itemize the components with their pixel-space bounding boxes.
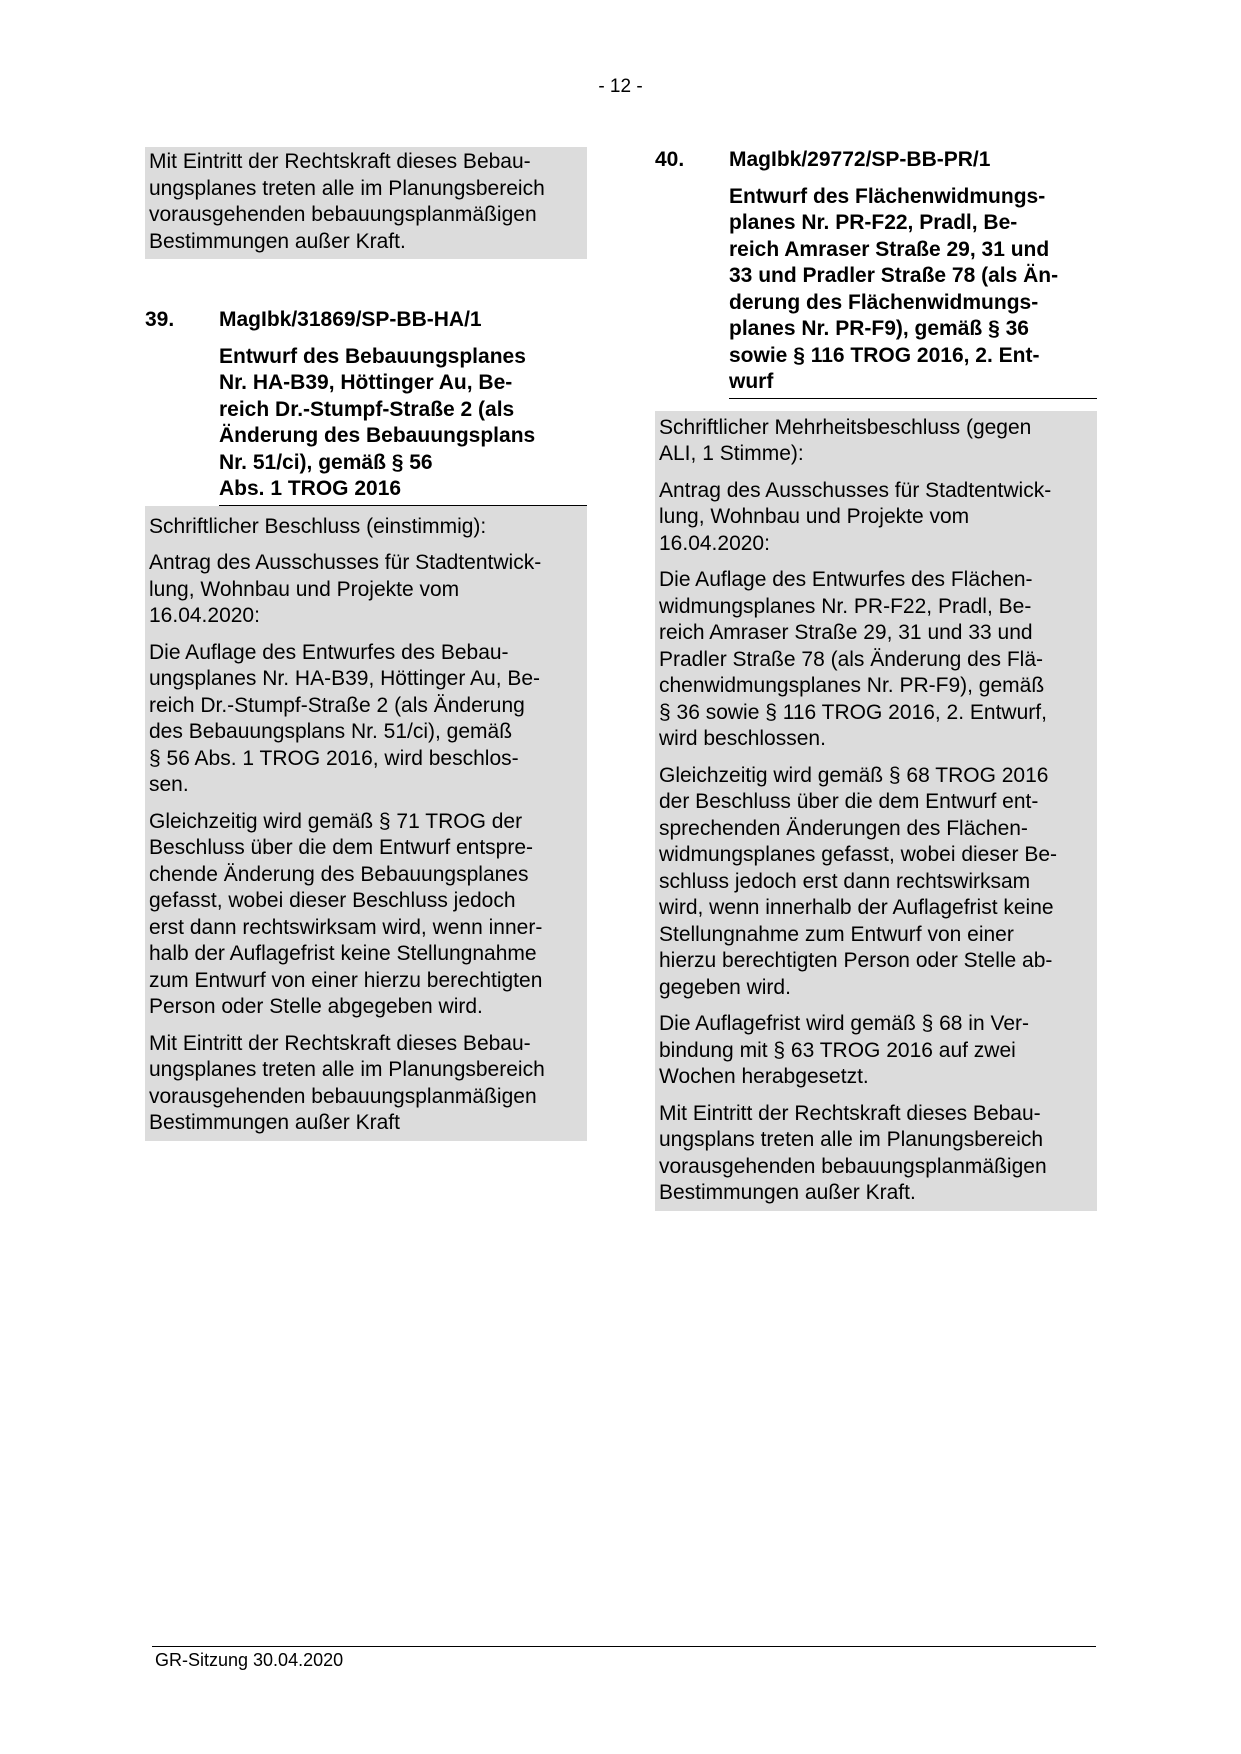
left-intro-paragraph xyxy=(149,149,583,255)
simultaneous-paragraph xyxy=(149,809,583,1021)
text-line: ungsplanes treten alle im Planungsbereich xyxy=(149,176,545,200)
text-line: vorausgehenden bebauungsplanmäßigen xyxy=(149,1084,537,1108)
text-line: schluss jedoch erst dann rechtswirksam xyxy=(659,869,1031,893)
text-line: Schriftlicher Beschluss (einstimmig): xyxy=(149,514,487,538)
effect-paragraph xyxy=(659,1101,1093,1207)
text-line: Stellungnahme zum Entwurf von einer xyxy=(659,922,1014,946)
text-line: Gleichzeitig wird gemäß § 68 TROG 2016 xyxy=(659,763,1049,787)
text-line: wird, wenn innerhalb der Auflagefrist keine xyxy=(659,896,1054,919)
text-line: vorausgehenden bebauungsplanmäßigen xyxy=(659,1154,1047,1178)
text-line: 16.04.2020: xyxy=(149,604,260,627)
item-40-heading xyxy=(655,147,1097,174)
text-line: sprechenden Änderungen des Flächen- xyxy=(659,816,1028,840)
text-line: ungsplanes Nr. HA-B39, Höttinger Au, Be- xyxy=(149,667,541,690)
title-line: planes Nr. PR-F9), gemäß § 36 xyxy=(729,317,1029,340)
text-line: Person oder Stelle abgegeben wird. xyxy=(149,995,483,1018)
resolution-type xyxy=(149,514,583,541)
item-39-title xyxy=(219,344,587,506)
text-line: chende Änderung des Bebauungsplanes xyxy=(149,862,529,886)
text-line: Die Auflagefrist wird gemäß § 68 in Ver- xyxy=(659,1012,1030,1035)
title-line: Abs. 1 TROG 2016 xyxy=(219,477,402,500)
text-line: § 56 Abs. 1 TROG 2016, wird beschlos- xyxy=(149,746,519,770)
text-line: gefasst, wobei dieser Beschluss jedoch xyxy=(149,889,516,912)
text-line: ungsplans treten alle im Planungsbereich xyxy=(659,1128,1044,1151)
item-40-resolution xyxy=(655,411,1097,1211)
title-line: Änderung des Bebauungsplans xyxy=(219,424,536,447)
text-line: 16.04.2020: xyxy=(659,531,770,555)
footer-meeting-date: GR-Sitzung 30.04.2020 xyxy=(155,1650,344,1670)
text-line: wird beschlossen. xyxy=(659,727,826,750)
text-line: vorausgehenden bebauungsplanmäßigen xyxy=(149,203,537,226)
effect-paragraph xyxy=(149,1031,583,1137)
text-line: lung, Wohnbau und Projekte vom xyxy=(659,505,970,528)
title-line: wurf xyxy=(729,370,774,393)
footer-divider xyxy=(152,1646,1096,1647)
title-line: planes Nr. PR-F22, Pradl, Be- xyxy=(729,211,1018,234)
decision-paragraph xyxy=(149,640,583,799)
title-line: sowie § 116 TROG 2016, 2. Ent- xyxy=(729,343,1040,367)
left-intro-block xyxy=(145,147,587,259)
title-line: 33 und Pradler Straße 78 (als Än- xyxy=(729,264,1059,287)
text-line: chenwidmungsplanes Nr. PR-F9), gemäß xyxy=(659,674,1045,697)
text-line: ungsplanes treten alle im Planungsbereich xyxy=(149,1058,545,1081)
text-line: Mit Eintritt der Rechtskraft dieses Bebau- xyxy=(659,1101,1041,1125)
item-reference: MagIbk/29772/SP-BB-PR/1 xyxy=(729,148,991,171)
text-line: Mit Eintritt der Rechtskraft dieses Bebau- xyxy=(149,150,531,173)
right-column xyxy=(655,147,1097,1211)
title-line: reich Amraser Straße 29, 31 und xyxy=(729,237,1050,261)
text-line: Bestimmungen außer Kraft. xyxy=(659,1181,916,1204)
title-line: derung des Flächenwidmungs- xyxy=(729,290,1039,314)
text-line: sen. xyxy=(149,773,189,796)
text-line: Die Auflage des Entwurfes des Flächen- xyxy=(659,568,1033,591)
resolution-type xyxy=(659,415,1093,468)
text-line: Gleichzeitig wird gemäß § 71 TROG der xyxy=(149,809,523,833)
item-39-heading xyxy=(145,307,587,334)
text-line: Die Auflage des Entwurfes des Bebau- xyxy=(149,640,509,664)
text-line: Beschluss über die dem Entwurf entspre- xyxy=(149,836,534,859)
page-number: - 12 - xyxy=(598,76,643,97)
text-line: ALI, 1 Stimme): xyxy=(659,442,804,465)
text-line: lung, Wohnbau und Projekte vom xyxy=(149,577,460,601)
text-line: Mit Eintritt der Rechtskraft dieses Bebau- xyxy=(149,1031,531,1055)
text-line: zum Entwurf von einer hierzu berechtigten xyxy=(149,968,543,992)
simultaneous-paragraph xyxy=(659,763,1093,1002)
text-line: Antrag des Ausschusses für Stadtentwick- xyxy=(149,551,542,574)
text-line: Pradler Straße 78 (als Änderung des Flä- xyxy=(659,647,1044,671)
text-line: Bestimmungen außer Kraft xyxy=(149,1111,400,1134)
text-line: Antrag des Ausschusses für Stadtentwick- xyxy=(659,478,1052,502)
text-line: gegeben wird. xyxy=(659,975,791,999)
text-line: reich Dr.-Stumpf-Straße 2 (als Änderung xyxy=(149,693,525,717)
item-number: 39. xyxy=(145,308,175,331)
motion-paragraph xyxy=(149,550,583,630)
text-line: des Bebauungsplans Nr. 51/ci), gemäß xyxy=(149,720,513,743)
text-line: hierzu berechtigten Person oder Stelle ab- xyxy=(659,949,1053,972)
text-line: der Beschluss über die dem Entwurf ent- xyxy=(659,790,1039,813)
title-line: Nr. HA-B39, Höttinger Au, Be- xyxy=(219,371,513,394)
decision-paragraph xyxy=(659,567,1093,753)
left-column xyxy=(145,147,587,1141)
text-line: widmungsplanes Nr. PR-F22, Pradl, Be- xyxy=(659,594,1032,618)
text-line: § 36 sowie § 116 TROG 2016, 2. Entwurf, xyxy=(659,700,1047,724)
text-line: bindung mit § 63 TROG 2016 auf zwei xyxy=(659,1038,1016,1062)
item-number: 40. xyxy=(655,148,685,171)
text-line: reich Amraser Straße 29, 31 und 33 und xyxy=(659,621,1033,644)
text-line: Schriftlicher Mehrheitsbeschluss (gegen xyxy=(659,415,1032,439)
item-40-title xyxy=(729,184,1097,399)
text-line: erst dann rechtswirksam wird, wenn inner- xyxy=(149,915,543,939)
text-line: Wochen herabgesetzt. xyxy=(659,1065,869,1088)
text-line: widmungsplanes gefasst, wobei dieser Be- xyxy=(659,843,1058,866)
deadline-paragraph xyxy=(659,1011,1093,1091)
text-line: Bestimmungen außer Kraft. xyxy=(149,229,406,253)
item-reference: MagIbk/31869/SP-BB-HA/1 xyxy=(219,308,482,331)
motion-paragraph xyxy=(659,478,1093,558)
title-line: Nr. 51/ci), gemäß § 56 xyxy=(219,450,433,474)
title-line: reich Dr.-Stumpf-Straße 2 (als xyxy=(219,397,515,421)
title-line: Entwurf des Bebauungsplanes xyxy=(219,344,526,368)
text-line: halb der Auflagefrist keine Stellungnahme xyxy=(149,942,537,965)
item-39-resolution xyxy=(145,506,587,1141)
title-line: Entwurf des Flächenwidmungs- xyxy=(729,184,1046,208)
